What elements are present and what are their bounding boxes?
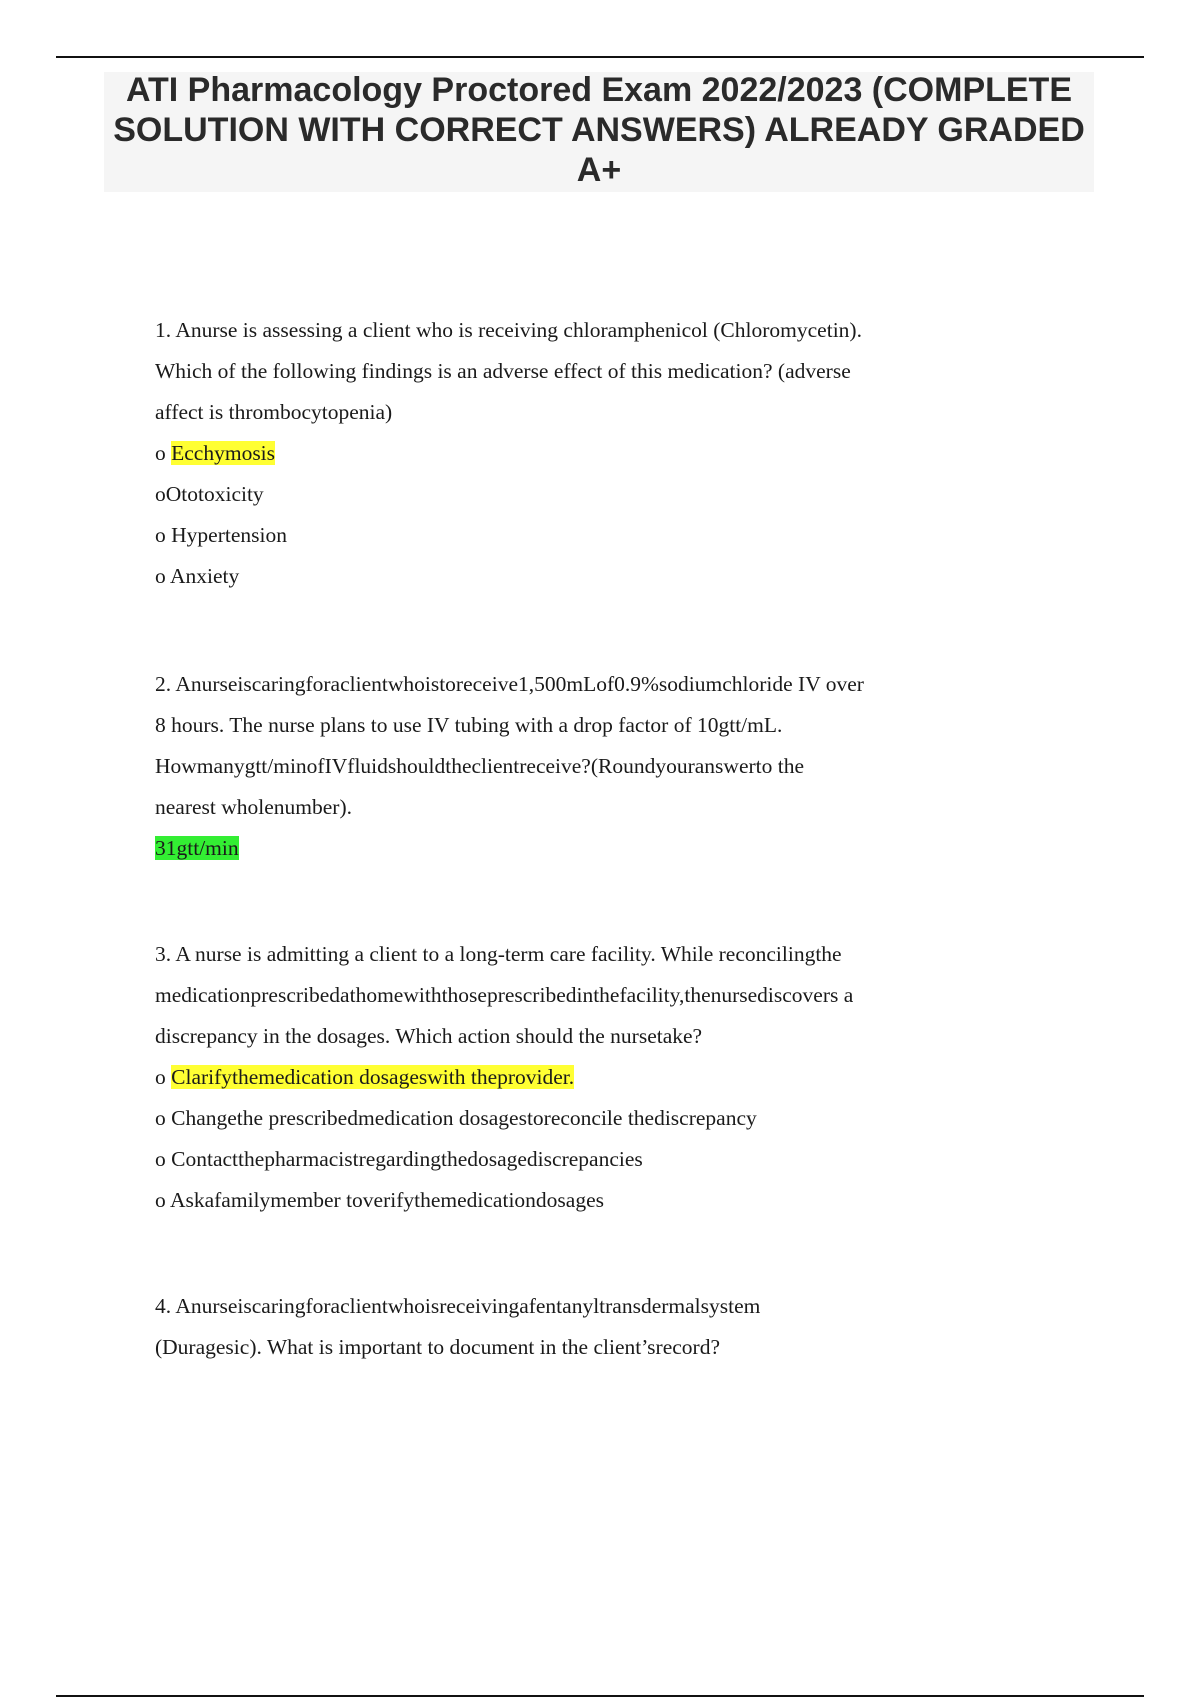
question-stem-line: Howmanygtt/minofIVfluidshouldtheclientreceive?(Roundyouranswerto the <box>155 754 805 778</box>
question-stem-line: 2. Anurseiscaringforaclientwhoistoreceive1,500mLof0.9%sodiumchloride IV over <box>155 672 864 696</box>
question-stem-line: 1. Anurse is assessing a client who is receiving chloramphenicol (Chloromycetin). <box>155 318 862 342</box>
question-stem-line: Which of the following findings is an adverse effect of this medication? (adverse <box>155 359 851 383</box>
answer-option <box>155 1139 975 1180</box>
question-3 <box>155 934 975 1221</box>
correct-answer-highlight: 31gtt/min <box>155 836 239 860</box>
question-stem-line: (Duragesic). What is important to document in the client’srecord? <box>155 1335 720 1359</box>
bottom-rule <box>56 1695 1144 1697</box>
question-stem-line: medicationprescribedathomewiththoseprescribedinthefacility,thenursediscovers a <box>155 983 854 1007</box>
correct-answer-highlight: Clarifythemedication dosageswith theprovider. <box>171 1065 575 1089</box>
option-marker: o <box>155 564 170 588</box>
option-marker: o <box>155 1147 172 1171</box>
answer-option <box>155 474 975 515</box>
question-stem-line: nearest wholenumber). <box>155 795 353 819</box>
document-title: ATI Pharmacology Proctored Exam 2022/2023 (COMPLETE SOLUTION WITH CORRECT ANSWERS) ALREADY GRADED A+ <box>113 71 1085 189</box>
answer-option <box>155 433 975 474</box>
answer-option <box>155 1057 975 1098</box>
option-marker: o <box>155 523 172 547</box>
question-stem-line: 4. Anurseiscaringforaclientwhoisreceivingafentanyltransdermalsystem <box>155 1294 761 1318</box>
question-stem-line: 8 hours. The nurse plans to use IV tubing with a drop factor of 10gtt/mL. <box>155 713 783 737</box>
answer-option <box>155 515 975 556</box>
option-text: Contactthepharmacistregardingthedosagediscrepancies <box>171 1147 643 1171</box>
option-text: Ototoxicity <box>165 482 264 506</box>
correct-answer-highlight: Ecchymosis <box>171 441 276 465</box>
option-text: Askafamilymember toverifythemedicationdosages <box>169 1188 604 1212</box>
option-marker: o <box>155 1188 170 1212</box>
option-marker: o <box>155 1065 172 1089</box>
numeric-answer <box>155 828 975 869</box>
answer-option <box>155 1098 975 1139</box>
top-rule <box>56 56 1144 58</box>
option-text: Changethe prescribedmedication dosagestoreconcile thediscrepancy <box>171 1106 757 1130</box>
question-stem-line: 3. A nurse is admitting a client to a long-term care facility. While reconcilingthe <box>155 942 842 966</box>
option-marker: o <box>155 441 172 465</box>
question-1 <box>155 310 975 597</box>
question-2 <box>155 664 975 869</box>
answer-option <box>155 556 975 597</box>
question-stem-line: discrepancy in the dosages. Which action should the nursetake? <box>155 1024 703 1048</box>
question-stem-line: affect is thrombocytopenia) <box>155 400 393 424</box>
option-text: Anxiety <box>169 564 240 588</box>
option-marker: o <box>155 1106 172 1130</box>
option-marker: o <box>155 482 166 506</box>
answer-option <box>155 1180 975 1221</box>
option-text: Hypertension <box>171 523 287 547</box>
question-4 <box>155 1286 975 1368</box>
